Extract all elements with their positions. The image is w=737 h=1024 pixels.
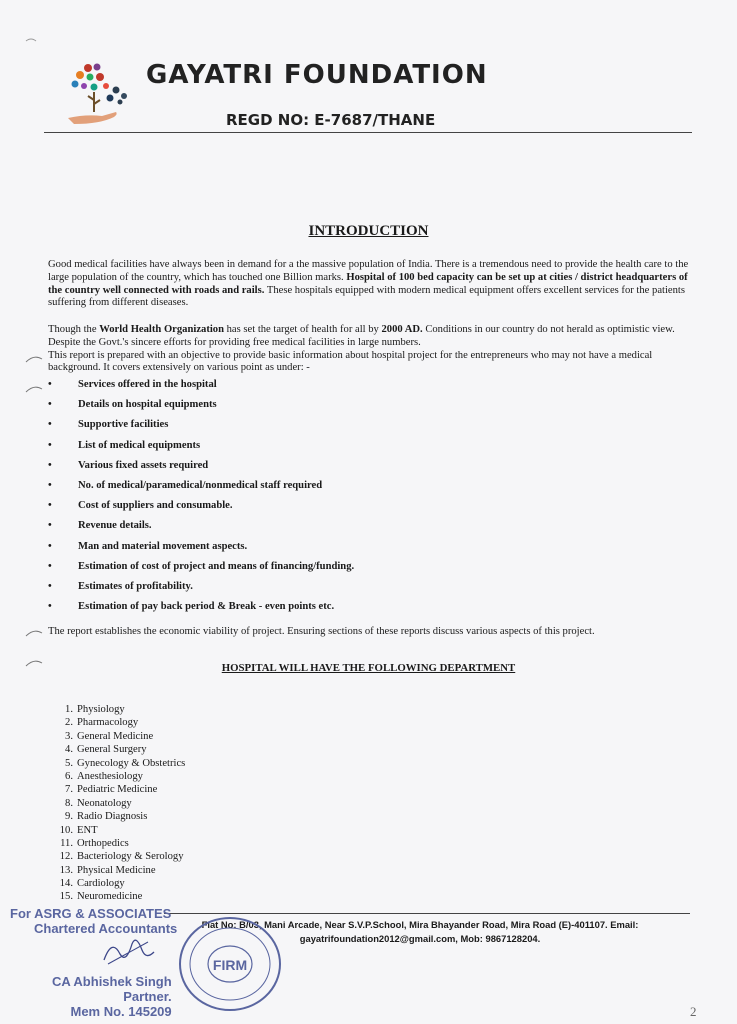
list-item <box>58 825 185 838</box>
list-item: • Estimation of pay back period & Break - even points etc. <box>48 601 354 621</box>
list-item <box>58 771 185 784</box>
page-number: 2 <box>690 1004 697 1019</box>
stamp-firm-type: Chartered Accountants <box>34 921 178 936</box>
list-item <box>58 838 185 851</box>
intro-paragraph-2 <box>48 324 690 375</box>
list-item <box>58 798 185 811</box>
intro-text: Conditions in our country do not herald as optimistic view. Despite the Govt.'s sincere efforts for providing free medical facilities in large numbers. <box>48 324 675 348</box>
department-name: Physiology <box>77 704 125 715</box>
footer-address-line: Flat No: B/03, Mani Arcade, Near S.V.P.School, Mira Bhayander Road, Mira Road (E)-401107. Email: <box>201 919 639 930</box>
list-number: 12. <box>59 851 73 863</box>
list-item <box>58 758 185 771</box>
list-item: • Estimates of profitability. <box>48 581 354 601</box>
list-number: 2. <box>65 717 73 729</box>
firm-seal-icon <box>176 914 284 1014</box>
list-item <box>58 784 185 797</box>
department-name: Neuromedicine <box>77 891 143 903</box>
margin-mark <box>24 32 38 42</box>
department-name: Pharmacology <box>77 717 139 729</box>
list-number: 4. <box>65 744 73 756</box>
ca-signer-block <box>52 974 172 1019</box>
department-name: Radio Diagnosis <box>77 811 148 823</box>
list-item: • Estimation of cost of project and means of financing/funding. <box>48 561 354 581</box>
intro-text: This report is prepared with an objective to provide basic information about hospital project for the entrepreneurs who may not have a medical background. It covers extensively on various point as under: - <box>48 349 653 374</box>
margin-mark <box>24 626 38 636</box>
list-number: 10. <box>59 824 73 836</box>
list-number: 15. <box>59 891 73 903</box>
section-title-departments: HOSPITAL WILL HAVE THE FOLLOWING DEPARTMENT <box>221 662 516 674</box>
signer-name: CA Abhishek Singh <box>52 974 172 989</box>
department-name: Anesthesiology <box>77 770 143 782</box>
list-item: • Cost of suppliers and consumable. <box>48 500 354 520</box>
list-item <box>58 731 185 744</box>
list-item: • List of medical equipments <box>48 440 354 460</box>
closing-paragraph: The report establishes the economic viability of project. Ensuring sections of these reports discuss various aspects of this project. <box>48 626 595 637</box>
section-title-introduction: INTRODUCTION <box>308 223 429 239</box>
intro-text: Though the <box>48 324 100 335</box>
list-number: 6. <box>65 770 73 782</box>
department-name: ENT <box>77 824 98 836</box>
membership-number: Mem No. 145209 <box>70 1004 172 1019</box>
list-item <box>58 744 185 757</box>
list-number: 14. <box>59 878 73 890</box>
list-item <box>58 851 185 864</box>
who-text: World Health Organization <box>99 324 224 335</box>
department-list <box>58 704 185 905</box>
list-item <box>58 891 185 904</box>
intro-paragraph-1 <box>48 259 690 310</box>
intro-bold-text: Hospital of 100 bed capacity can be set up at cities / district headquarters of the country well connected with roads and rails. <box>48 271 688 296</box>
stamp-firm-name: For ASRG & ASSOCIATES <box>10 906 172 921</box>
department-name: Neonatology <box>77 797 132 809</box>
department-name: Cardiology <box>77 878 125 890</box>
list-number: 13. <box>59 864 73 876</box>
margin-mark <box>24 352 38 362</box>
department-name: General Surgery <box>77 744 147 756</box>
intro-text: has set the target of health for all by <box>223 324 382 335</box>
list-item: • Various fixed assets required <box>48 460 354 480</box>
list-item <box>58 878 185 891</box>
seal-text: FIRM <box>212 957 248 973</box>
department-name: Orthopedics <box>77 837 129 849</box>
list-item <box>58 704 185 717</box>
list-item: • Man and material movement aspects. <box>48 541 354 561</box>
list-item <box>58 811 185 824</box>
report-contents-list <box>48 379 354 621</box>
department-name: Bacteriology & Serology <box>77 851 184 863</box>
list-number: 3. <box>65 730 73 742</box>
list-item: • No. of medical/paramedical/nonmedical staff required <box>48 480 354 500</box>
department-name: Gynecology & Obstetrics <box>77 757 186 769</box>
org-name: GAYATRI FOUNDATION <box>146 60 488 90</box>
list-number: 7. <box>65 784 73 796</box>
intro-text: Good medical facilities have always been in demand for a the massive population of India. There is a tremendous need to provide the health care to the large population of the country, which has touched one Billion marks. <box>48 259 689 283</box>
department-name: General Medicine <box>77 730 154 742</box>
footer-contact-line: gayatrifoundation2012@gmail.com, Mob: 9867128204. <box>299 933 541 944</box>
department-name: Physical Medicine <box>77 864 156 876</box>
list-item <box>58 865 185 878</box>
list-item <box>58 717 185 730</box>
list-number: 9. <box>65 811 73 823</box>
list-number: 8. <box>65 797 73 809</box>
header-divider <box>44 132 692 133</box>
list-number: 1. <box>65 704 73 715</box>
signer-role: Partner. <box>123 989 172 1004</box>
registration-number: REGD NO: E-7687/THANE <box>226 111 436 129</box>
list-number: 5. <box>65 757 73 769</box>
intro-text: These hospitals equipped with modern medical equipment offers excellent services for the patients suffering from different diseases. <box>48 284 685 309</box>
signature-icon <box>98 930 158 970</box>
margin-mark <box>24 382 38 392</box>
department-name: Pediatric Medicine <box>77 784 158 796</box>
list-item: • Supportive facilities <box>48 419 354 439</box>
foundation-logo-icon <box>66 60 128 130</box>
list-item: • Revenue details. <box>48 520 354 540</box>
list-number: 11. <box>60 837 73 849</box>
list-item: • Details on hospital equipments <box>48 399 354 419</box>
list-item: • Services offered in the hospital <box>48 379 354 399</box>
target-year-text: 2000 AD. <box>381 324 423 335</box>
